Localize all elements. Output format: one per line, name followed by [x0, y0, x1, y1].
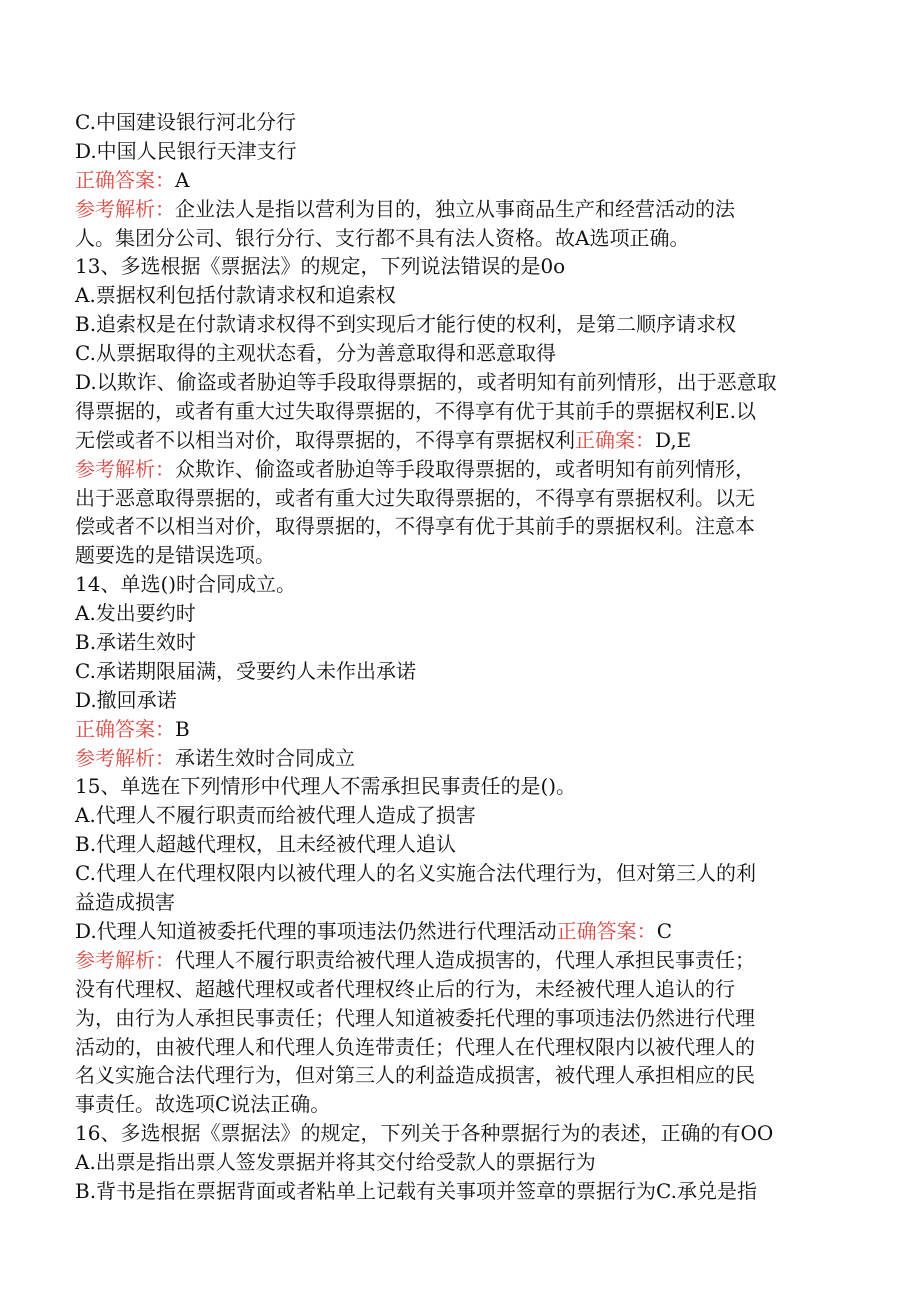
answer-label: 正确答案：	[75, 716, 175, 741]
body-text: B.代理人超越代理权，且未经被代理人追认	[75, 832, 457, 857]
answer-label: 参考解析：	[75, 947, 175, 972]
text-line	[75, 426, 845, 455]
body-text: 人。集团分公司、银行分行、支行都不具有法人资格。故A选项正确。	[75, 225, 690, 250]
body-text: 众欺诈、偷盗或者胁迫等手段取得票据的，或者明知有前列情形，	[175, 456, 755, 481]
text-line	[75, 744, 845, 773]
body-text: B.背书是指在票据背面或者粘单上记载有关事项并签章的票据行为C.承兑是指	[75, 1178, 758, 1203]
body-text: A.代理人不履行职责而给被代理人造成了损害	[75, 803, 476, 828]
body-text: D.以欺诈、偷盗或者胁迫等手段取得票据的，或者明知有前列情形，出于恶意取	[75, 370, 777, 395]
text-line	[75, 1090, 845, 1119]
body-text: 企业法人是指以营利为目的，独立从事商品生产和经营活动的法	[175, 196, 735, 221]
body-text: A.票据权利包括付款请求权和追索权	[75, 283, 396, 308]
text-line	[75, 715, 845, 744]
text-line	[75, 108, 845, 137]
text-line	[75, 772, 845, 801]
body-text: B.承诺生效时	[75, 630, 197, 655]
document-page	[75, 108, 845, 1206]
text-line	[75, 830, 845, 859]
body-text: 无偿或者不以相当对价，取得票据的，不得享有票据权利	[75, 427, 575, 452]
text-line	[75, 1033, 845, 1062]
text-line	[75, 686, 845, 715]
body-text: 14、单选()时合同成立。	[75, 572, 297, 597]
body-text: 事责任。故选项C说法正确。	[75, 1092, 331, 1117]
text-line	[75, 541, 845, 570]
text-line	[75, 455, 845, 484]
body-text: 15、单选在下列情形中代理人不需承担民事责任的是()。	[75, 774, 577, 799]
body-text: B	[175, 716, 190, 741]
text-line	[75, 281, 845, 310]
text-line	[75, 570, 845, 599]
body-text: 题要选的是错误选项。	[75, 543, 275, 568]
text-line	[75, 888, 845, 917]
answer-label: 正确案：	[575, 427, 655, 452]
text-line	[75, 195, 845, 224]
text-line	[75, 1061, 845, 1090]
text-line	[75, 975, 845, 1004]
text-line	[75, 137, 845, 166]
text-line	[75, 859, 845, 888]
text-line	[75, 310, 845, 339]
text-line	[75, 224, 845, 253]
body-text: C.从票据取得的主观状态看，分为善意取得和恶意取得	[75, 341, 556, 366]
body-text: 没有代理权、超越代理权或者代理权终止后的行为，未经被代理人追认的行	[75, 976, 735, 1001]
text-line	[75, 397, 845, 426]
text-line	[75, 599, 845, 628]
body-text: 为，由行为人承担民事责任；代理人知道被委托代理的事项违法仍然进行代理	[75, 1005, 755, 1030]
body-text: 益造成损害	[75, 890, 175, 915]
body-text: D.代理人知道被委托代理的事项违法仍然进行代理活动	[75, 918, 557, 943]
text-line	[75, 1004, 845, 1033]
answer-label: 参考解析：	[75, 745, 175, 770]
answer-label: 正确答案：	[556, 918, 657, 943]
body-text: C.代理人在代理权限内以被代理人的名义实施合法代理行为，但对第三人的利	[75, 861, 756, 886]
body-text: D,E	[655, 427, 692, 452]
body-text: D.撤回承诺	[75, 687, 177, 712]
text-line	[75, 368, 845, 397]
body-text: 承诺生效时合同成立	[175, 745, 355, 770]
body-text: 活动的，由被代理人和代理人负连带责任；代理人在代理权限内以被代理人的	[75, 1034, 755, 1059]
body-text: C.中国建设银行河北分行	[75, 110, 296, 134]
text-line	[75, 166, 845, 195]
text-line	[75, 339, 845, 368]
body-text: 出于恶意取得票据的，或者有重大过失取得票据的，不得享有票据权利。以无	[75, 485, 755, 510]
body-text: 16、多选根据《票据法》的规定，下列关于各种票据行为的表述，正确的有OO	[75, 1121, 774, 1146]
text-line	[75, 946, 845, 975]
text-line	[75, 484, 845, 513]
body-text: C.承诺期限届满，受要约人未作出承诺	[75, 658, 416, 683]
text-line	[75, 1177, 845, 1206]
body-text: 代理人不履行职责给被代理人造成损害的，代理人承担民事责任；	[175, 947, 755, 972]
body-text: 偿或者不以相当对价，取得票据的，不得享有优于其前手的票据权利。注意本	[75, 514, 755, 539]
body-text: A.发出要约时	[75, 601, 196, 626]
answer-label: 正确答案：	[75, 167, 175, 192]
body-text: A	[175, 167, 190, 192]
text-line	[75, 917, 845, 946]
text-line	[75, 252, 845, 281]
text-line	[75, 1148, 845, 1177]
answer-label: 参考解析：	[75, 196, 175, 221]
body-text: C	[656, 918, 672, 943]
answer-label: 参考解析：	[75, 456, 175, 481]
body-text: B.追索权是在付款请求权得不到实现后才能行使的权利，是第二顺序请求权	[75, 312, 737, 337]
body-text: D.中国人民银行天津支行	[75, 138, 297, 163]
body-text: A.出票是指出票人签发票据并将其交付给受款人的票据行为	[75, 1150, 596, 1175]
body-text: 得票据的，或者有重大过失取得票据的，不得享有优于其前手的票据权利E.以	[75, 398, 756, 423]
text-line	[75, 512, 845, 541]
text-line	[75, 801, 845, 830]
text-line	[75, 628, 845, 657]
body-text: 13、多选根据《票据法》的规定，下列说法错误的是0o	[75, 254, 566, 279]
body-text: 名义实施合法代理行为，但对第三人的利益造成损害，被代理人承担相应的民	[75, 1063, 755, 1088]
text-line	[75, 1119, 845, 1148]
text-line	[75, 657, 845, 686]
